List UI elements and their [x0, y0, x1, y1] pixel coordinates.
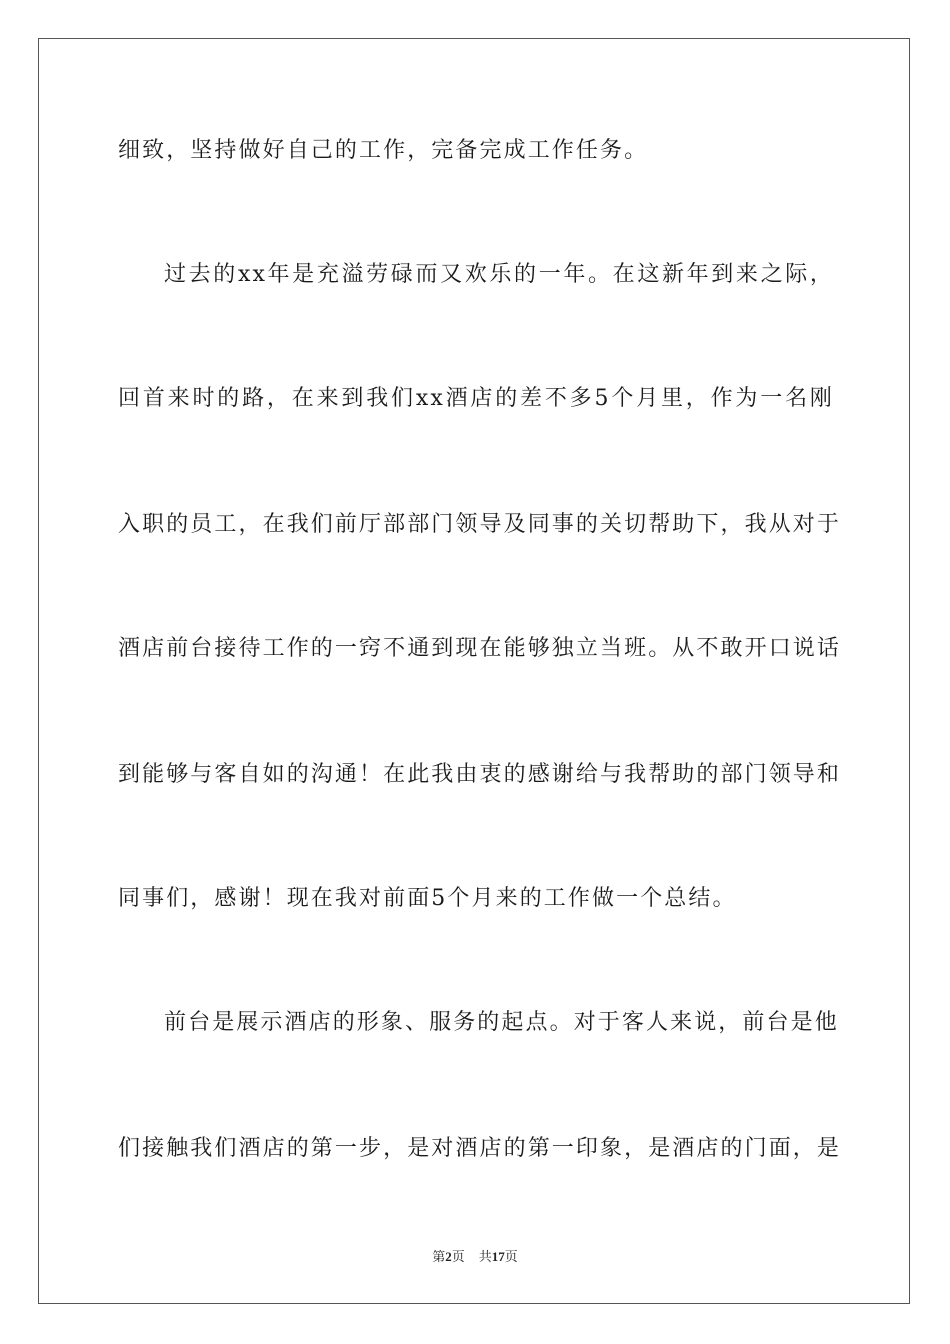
- page-suffix: 页: [451, 1249, 465, 1264]
- page-number: 2: [445, 1249, 452, 1264]
- page-border: [38, 38, 910, 1304]
- paragraph-line: 们接触我们酒店的第一步，是对酒店的第一印象，是酒店的门面，是: [118, 1136, 842, 1161]
- total-pages: 17: [491, 1249, 505, 1264]
- paragraph-line: 前台是展示酒店的形象、服务的起点。对于客人来说，前台是他: [164, 1010, 839, 1035]
- total-suffix: 页: [504, 1249, 518, 1264]
- paragraph-line: 过去的xx年是充溢劳碌而又欢乐的一年。在这新年到来之际，: [164, 262, 834, 287]
- paragraph-line: 回首来时的路，在来到我们xx酒店的差不多5个月里，作为一名刚: [118, 386, 834, 411]
- paragraph-line: 入职的员工，在我们前厅部部门领导及同事的关切帮助下，我从对于: [118, 512, 842, 537]
- paragraph-line: 同事们，感谢！现在我对前面5个月来的工作做一个总结。: [118, 886, 737, 911]
- paragraph-line: 细致，坚持做好自己的工作，完备完成工作任务。: [118, 138, 649, 163]
- page-footer: [0, 1248, 950, 1266]
- paragraph-line: 到能够与客自如的沟通！在此我由衷的感谢给与我帮助的部门领导和: [118, 762, 842, 787]
- page-prefix: 第: [432, 1249, 446, 1264]
- total-prefix: 共: [478, 1249, 492, 1264]
- paragraph-line: 酒店前台接待工作的一窍不通到现在能够独立当班。从不敢开口说话: [118, 636, 842, 661]
